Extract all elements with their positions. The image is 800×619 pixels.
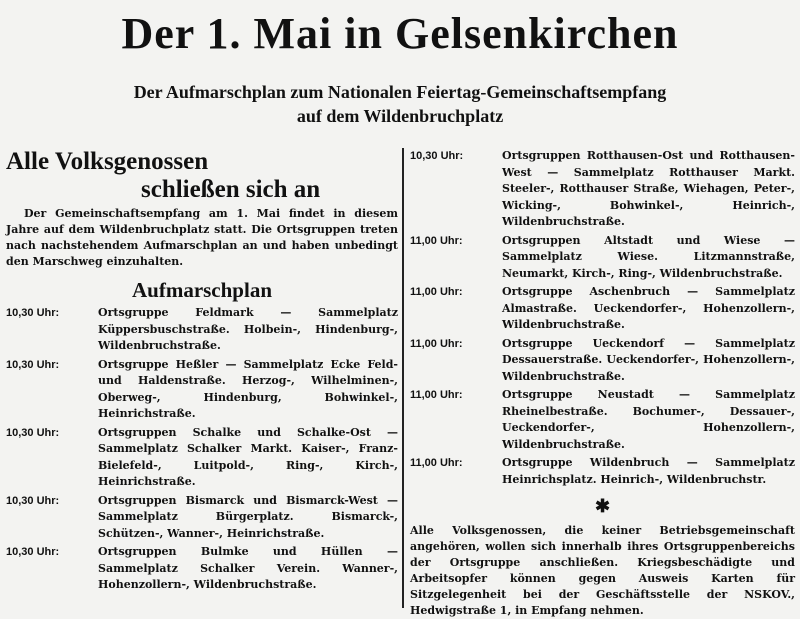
entry-time: 11,00 Uhr: (410, 286, 463, 298)
subtitle-line-2: auf dem Wildenbruchplatz (296, 106, 504, 126)
schedule-entry (6, 357, 398, 423)
entry-text: Ortsgruppe Ueckendorf — Sammelplatz Dessauerstraße. Ueckendorfer-, Hohenzollern-, Wildenbruchstraße. (502, 336, 795, 383)
right-column (410, 148, 795, 619)
article-heading-line-2: schließen sich an (141, 176, 321, 203)
entry-time: 10,30 Uhr: (410, 150, 464, 162)
schedule-entry (410, 148, 795, 231)
entry-time: 10,30 Uhr: (6, 307, 60, 319)
entry-time: 11,00 Uhr: (410, 234, 463, 247)
column-divider (402, 148, 404, 608)
schedule-entry (410, 336, 795, 386)
intro-paragraph: Der Gemeinschaftsempfang am 1. Mai findet in diesem Jahre auf dem Wildenbruchplatz statt. Die Ortsgruppen treten nach nachstehendem Aufmarschplan an und haben unbedingt den Marschweg einzuhalten. (6, 207, 398, 268)
schedule-entry (410, 455, 795, 488)
entry-text: Ortsgruppe Wildenbruch — Sammelplatz Heinrichsplatz. Heinrich-, Wildenbruchstr. (502, 456, 795, 486)
entry-text: Ortsgruppe Feldmark — Sammelplatz Küppersbuschstraße. Holbein-, Hindenburg-, Wildenbruchstraße. (98, 306, 398, 352)
asterisk-separator-icon: ✱ (594, 496, 611, 517)
entry-text: Ortsgruppen Rotthausen-Ost und Rotthausen-West — Sammelplatz Rotthauser Markt. Steeler-, Rotthauser Straße, Wiehagen, Peter-, Wicking-, Bohwinkel-, Heinrich-, Wildenbruchstraße. (502, 149, 795, 228)
schedule-entry (410, 233, 795, 283)
schedule-entry (6, 305, 398, 355)
entry-text: Ortsgruppe Heßler — Sammelplatz Ecke Feld- und Haldenstraße. Herzog-, Wilhelminen-, Oberweg-, Hindenburg, Bohwinkel-, Heinrichstraße. (98, 357, 398, 420)
article-heading-line-1: Alle Volksgenossen (6, 148, 209, 175)
entry-text: Ortsgruppe Aschenbruch — Sammelplatz Almastraße. Ueckendorfer-, Hohenzollern-, Wildenbruchstraße. (502, 285, 795, 331)
entry-time: 10,30 Uhr: (6, 546, 60, 558)
schedule-entry (6, 425, 398, 491)
schedule-entry (410, 284, 795, 334)
entry-time: 10,30 Uhr: (6, 494, 60, 507)
entry-text: Ortsgruppen Bismarck und Bismarck-West — Sammelplatz Bürgerplatz. Bismarck-, Schützen-, Wanner-, Heinrichstraße. (98, 493, 398, 540)
entry-time: 11,00 Uhr: (410, 337, 463, 350)
entry-text: Ortsgruppen Schalke und Schalke-Ost — Sammelplatz Schalker Markt. Kaiser-, Franz-Bielefeld-, Luitpold-, Ring-, Kirch-, Heinrichstraße. (98, 425, 398, 488)
final-paragraph: Alle Volksgenossen, die keiner Betriebsgemeinschaft angehören, wollen sich innerhalb ihres Ortsgruppenbereichs der Ortsgruppe anschließen. Kriegsbeschädigte und Arbeitsopfer können gegen Ausweis Karten für Sitzgelegenheit bei der Geschäftsstelle der NSKOV., Hedwigstraße 1, in Empfang nehmen. (410, 524, 795, 617)
entry-time: 10,30 Uhr: (6, 426, 60, 439)
schedule-entry (6, 493, 398, 543)
schedule-entry (6, 544, 398, 594)
entry-time: 10,30 Uhr: (6, 358, 60, 371)
schedule-entry (410, 387, 795, 453)
entry-time: 11,00 Uhr: (410, 457, 463, 469)
entry-text: Ortsgruppen Altstadt und Wiese — Sammelplatz Wiese. Litzmannstraße, Neumarkt, Kirch-, Ring-, Wildenbruchstraße. (502, 233, 795, 280)
entry-text: Ortsgruppe Neustadt — Sammelplatz Rheinelbestraße. Bochumer-, Dessauer-, Ueckendorfer-, Hohenzollern-, Wildenbruchstraße. (502, 388, 795, 451)
entry-text: Ortsgruppen Bulmke und Hüllen — Sammelplatz Schalker Verein. Wanner-, Hohenzollern-, Wildenbruchstraße. (98, 545, 398, 591)
headline: Der 1. Mai in Gelsenkirchen (121, 9, 679, 58)
entry-time: 11,00 Uhr: (410, 389, 463, 401)
section-title: Aufmarschplan (131, 278, 273, 302)
subtitle-line-1: Der Aufmarschplan zum Nationalen Feiertag-Gemeinschaftsempfang (133, 82, 667, 102)
left-column (6, 148, 398, 596)
